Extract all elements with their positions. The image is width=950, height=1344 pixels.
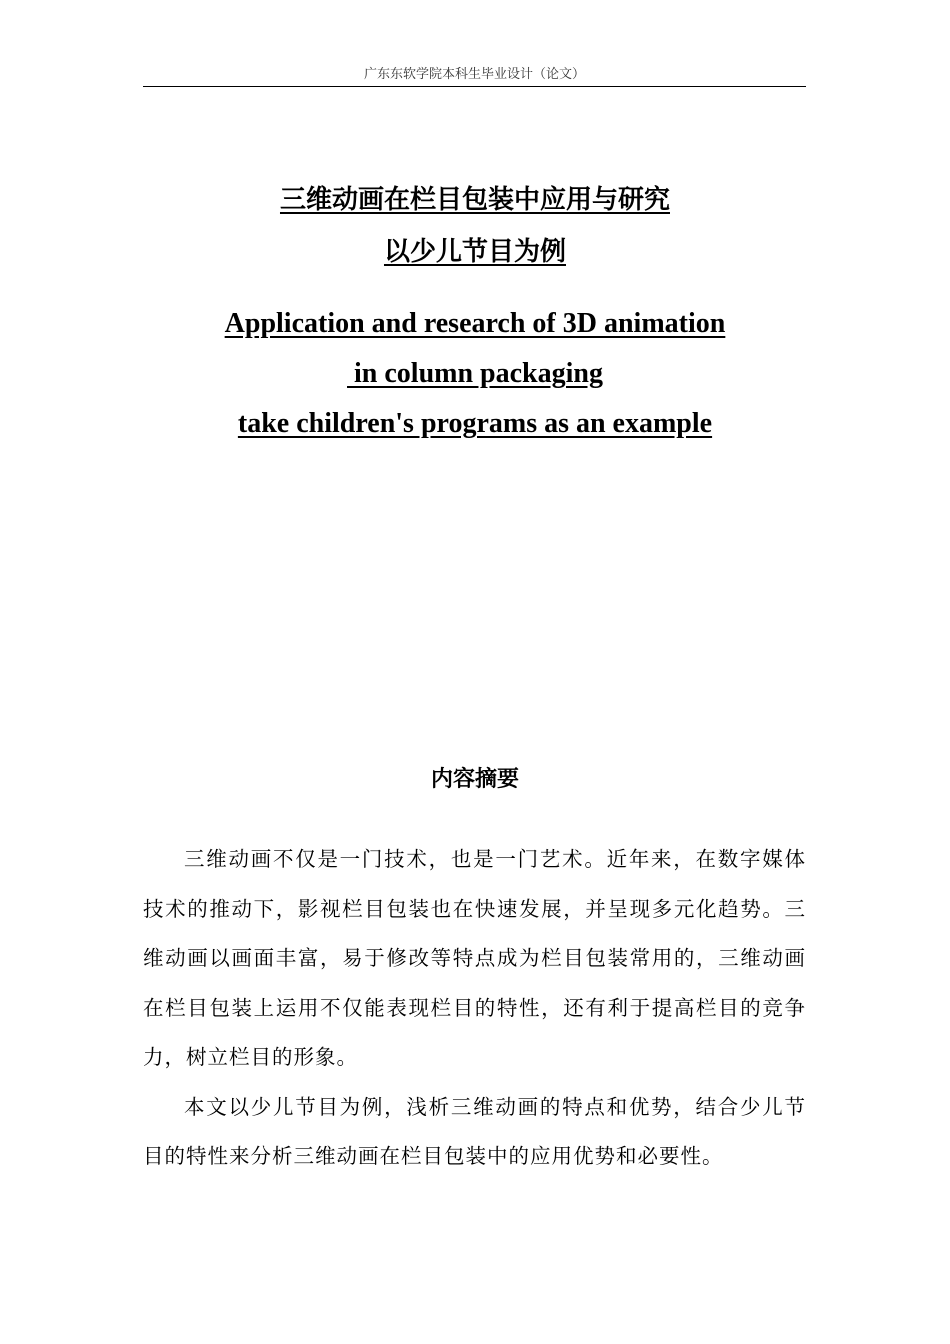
running-header: 广东东软学院本科生毕业设计（论文）: [143, 66, 806, 87]
abstract-paragraph: 三维动画不仅是一门技术，也是一门艺术。近年来，在数字媒体技术的推动下，影视栏目包装也在快速发展，并呈现多元化趋势。三维动画以画面丰富，易于修改等特点成为栏目包装常用的，三维动画在栏目包装上运用不仅能表现栏目的特性，还有利于提高栏目的竞争力，树立栏目的形象。: [143, 847, 806, 1069]
chinese-title-line-1: 三维动画在栏目包装中应用与研究: [279, 185, 670, 215]
english-title-line-1: Application and research of 3D animation: [224, 308, 726, 339]
abstract-heading: 内容摘要: [430, 767, 519, 792]
abstract-paragraph: 本文以少儿节目为例，浅析三维动画的特点和优势，结合少儿节目的特性来分析三维动画在栏目包装中的应用优势和必要性。: [143, 1094, 806, 1168]
abstract-body: [143, 835, 806, 1182]
english-title-line-2: in column packaging: [347, 358, 603, 389]
chinese-title-line-2: 以少儿节目为例: [383, 237, 566, 267]
english-title-line-3: take children's programs as an example: [237, 408, 713, 439]
